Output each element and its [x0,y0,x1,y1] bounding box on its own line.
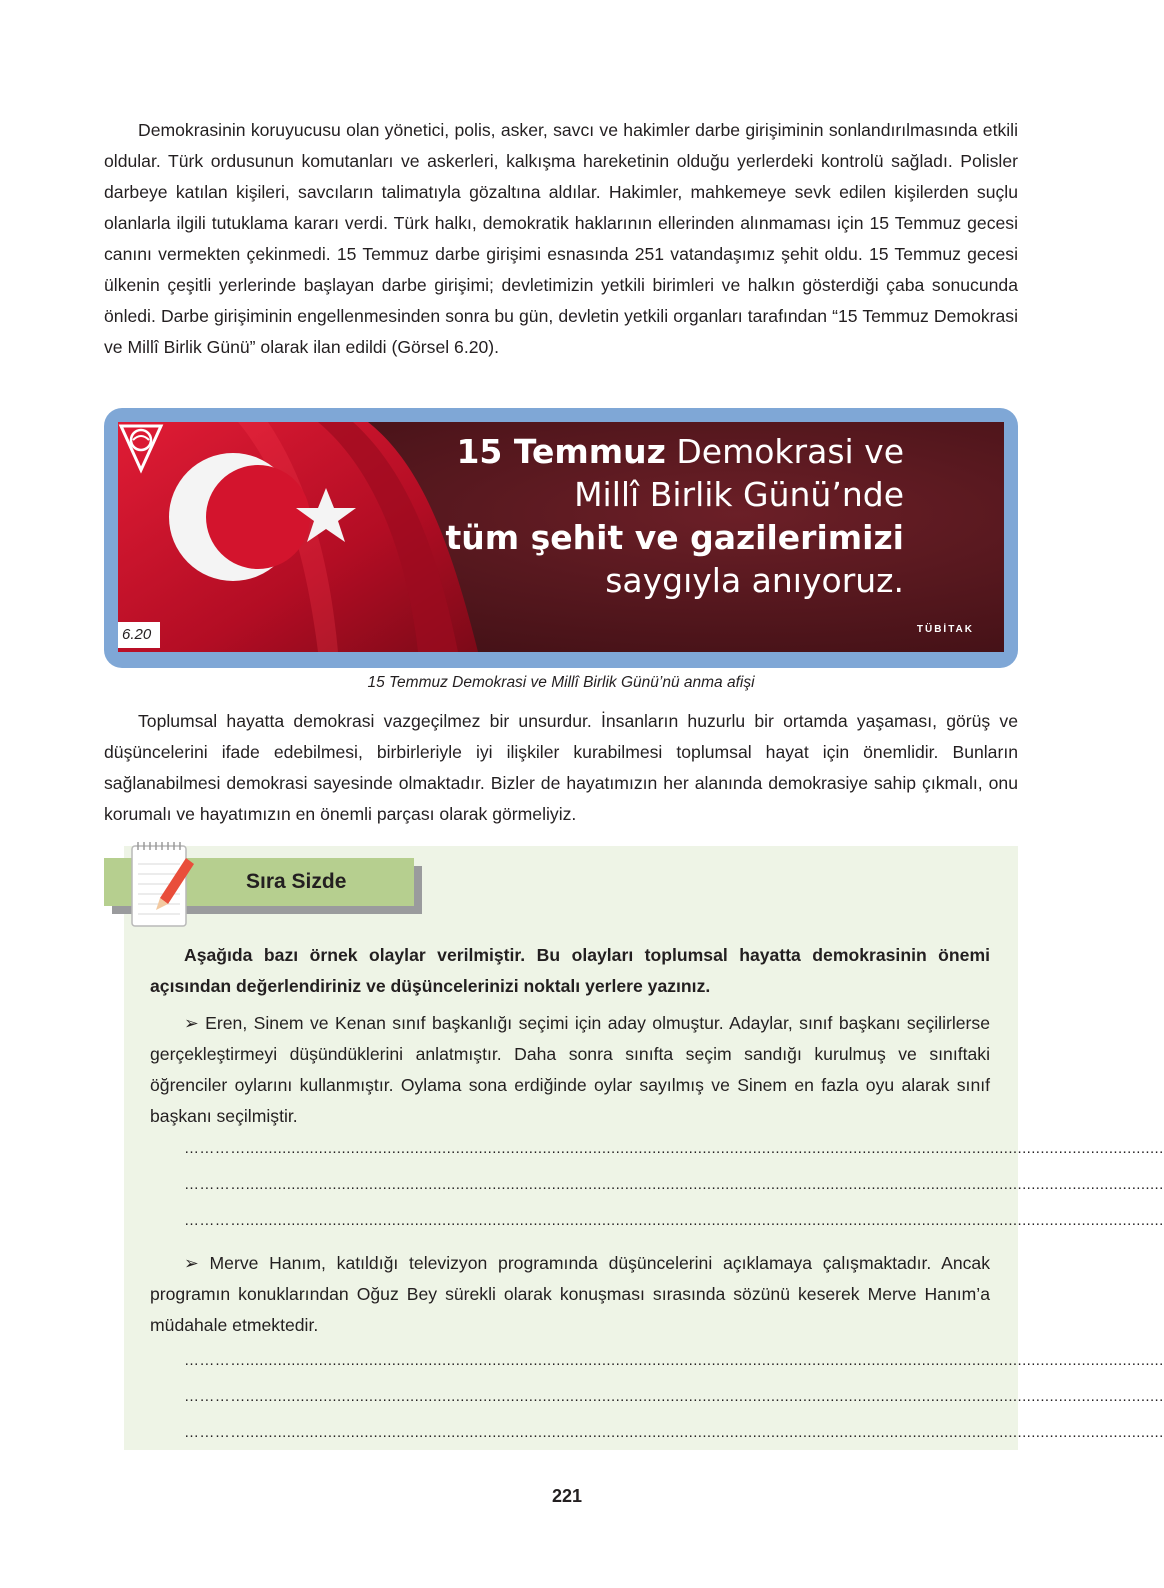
body-paragraph-2: Toplumsal hayatta demokrasi vazgeçilmez bir unsurdur. İnsanların huzurlu bir ortamda yaşaması, görüş ve düşüncelerini ifade edebilmesi, birbirleriyle iyi ilişkiler kurabilmesi toplumsal hayat için önemlidir. Bunların sağlanabilmesi demokrasi sayesinde olmaktadır. Bizler de hayatımızın her alanında demokrasiye sahip çıkmalı, onu korumalı ve hayatımızın en önemli parçası olarak görmeliyiz. [104,711,1018,824]
answer-line[interactable]: …………......................................................................................................................................................................................................... [184,1140,1164,1157]
activity-event-1: ➢ Eren, Sinem ve Kenan sınıf başkanlığı seçimi için aday olmuştur. Adaylar, sınıf başkanı seçilirlerse gerçekleştirmeyi düşündüklerini anlatmıştır. Daha sonra sınıfta seçim sandığı kurulmuş ve sınıftaki öğrenciler oylarını kullanmıştır. Oylama sona erdiğinde oylar sayılmış ve Sinem en fazla oyu alarak sınıf başkanı seçilmiştir. [150,1013,990,1126]
page-number: 221 [551,1486,583,1506]
answer-line[interactable]: …………......................................................................................................................................................................................................... [184,1352,1164,1369]
poster-line-4: saygıyla anıyoruz. [605,561,904,600]
figure-caption: 15 Temmuz Demokrasi ve Millî Birlik Günü’nü anma afişi [367,674,755,691]
activity-instructions: Aşağıda bazı örnek olaylar verilmiştir. Bu olayları toplumsal hayatta demokrasinin önemi açısından değerlendiriniz ve düşüncelerinizi noktalı yerlere yazınız. [150,945,990,996]
answer-line[interactable]: …………......................................................................................................................................................................................................... [184,1176,1164,1193]
activity-event-2: ➢ Merve Hanım, katıldığı televizyon programında düşüncelerini açıklamaya çalışmaktadır. Ancak programın konuklarından Oğuz Bey sürekli olarak konuşması sırasında sözünü keserek Merve Hanım’a müdahale etmektedir. [150,1253,990,1335]
poster-line-2: Millî Birlik Günü’nde [574,475,904,514]
tubitak-logo-icon [118,422,164,474]
answer-line[interactable]: …………......................................................................................................................................................................................................... [184,1388,1164,1405]
commemoration-poster [118,422,1004,652]
poster-line-1-rest: Demokrasi ve [665,432,904,471]
body-paragraph-1: Demokrasinin koruyucusu olan yönetici, polis, asker, savcı ve hakimler darbe girişiminin sonlandırılmasında etkili oldular. Türk ordusunun komutanları ve askerleri, kalkışma hareketinin olduğu yerlerdeki kontrolü sağladı. Polisler darbeye katılan kişileri, savcıların talimatıyla gözaltına aldılar. Hakimler, mahkemeye sevk edilen kişilerden suçlu olanlarla ilgili tutuklama kararı verdi. Türk halkı, demokratik haklarının ellerinden alınmaması için 15 Temmuz gecesi canını vermekten çekinmedi. 15 Temmuz darbe girişimi esnasında 251 vatandaşımız şehit oldu. 15 Temmuz gecesi ülkenin çeşitli yerlerinde başlayan darbe girişimi; devletimizin yetkili birimleri ve halkın gösterdiği çaba sonucunda önledi. Darbe girişiminin engellenmesinden sonra bu gün, devletin yetkili organları tarafından “15 Temmuz Demokrasi ve Millî Birlik Günü” olarak ilan edildi (Görsel 6.20). [104,120,1018,357]
activity-title: Sıra Sizde [246,870,347,893]
answer-line[interactable]: …………......................................................................................................................................................................................................... [184,1424,1164,1441]
figure-number: 6.20 [118,622,160,648]
tubitak-logo-text: TÜBİTAK [916,624,974,635]
poster-line-3: tüm şehit ve gazilerimizi [445,518,904,557]
poster-line-1 [456,432,904,472]
answer-line[interactable]: …………......................................................................................................................................................................................................... [184,1212,1164,1229]
notepad-pencil-icon [126,836,198,932]
poster-line-1-bold: 15 Temmuz [456,432,666,471]
